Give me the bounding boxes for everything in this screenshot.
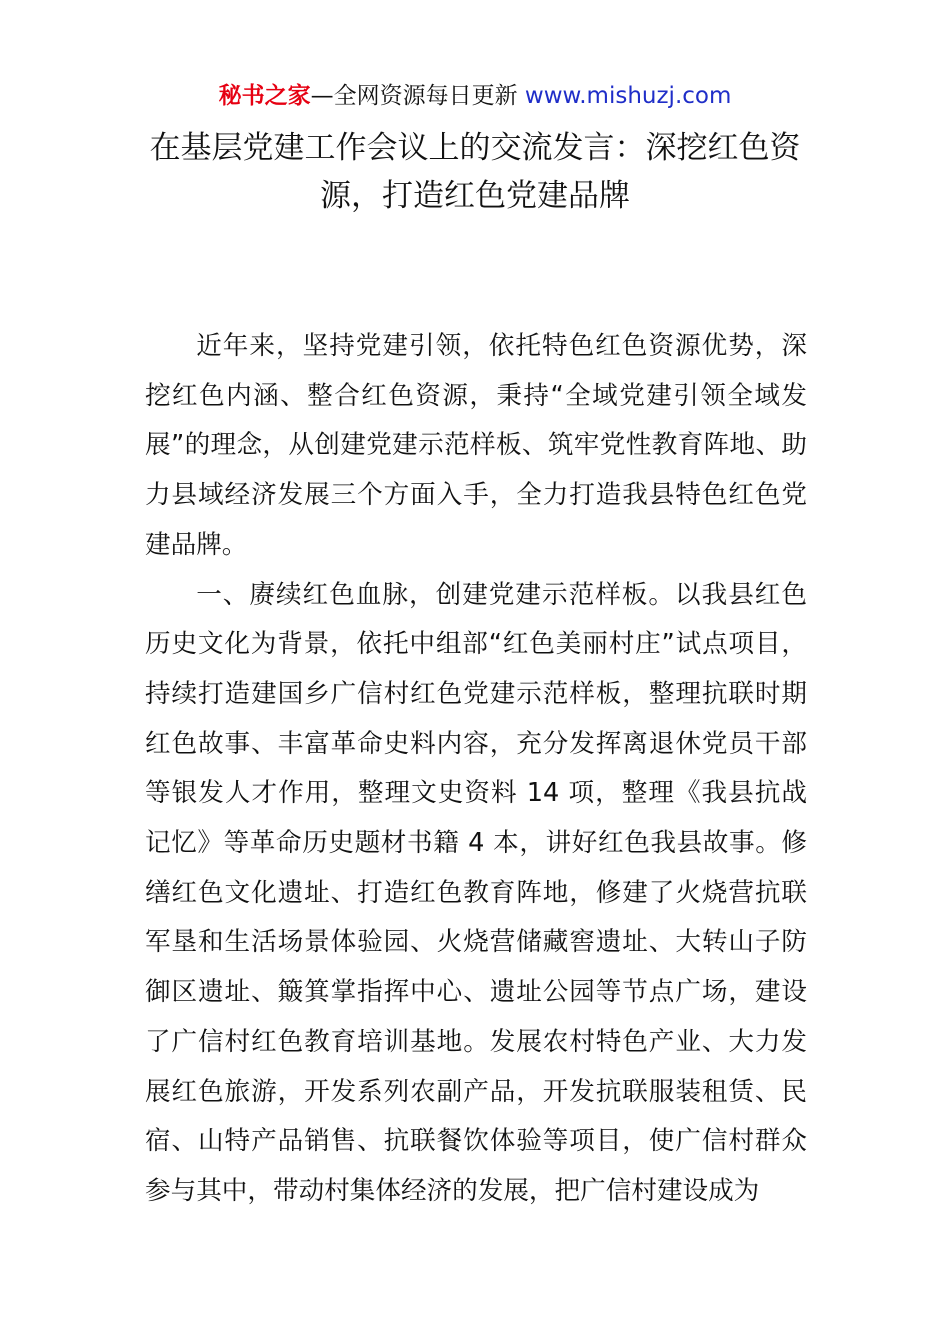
document-body xyxy=(145,322,807,1217)
site-tagline: —全网资源每日更新 xyxy=(310,83,525,109)
site-header xyxy=(0,80,950,112)
body-paragraph-intro: 近年来，坚持党建引领，依托特色红色资源优势，深挖红色内涵、整合红色资源，秉持“全域党建引领全域发展”的理念，从创建党建示范样板、筑牢党性教育阵地、助力县域经济发展三个方面入手，全力打造我县特色红色党建品牌。 xyxy=(145,331,807,560)
document-title: 在基层党建工作会议上的交流发言：深挖红色资源，打造红色党建品牌 xyxy=(149,130,801,214)
site-name: 秘书之家 xyxy=(218,83,311,109)
site-url-link[interactable]: www.mishuzj.com xyxy=(524,83,732,109)
body-paragraph-section-one: 一、赓续红色血脉，创建党建示范样板。以我县红色历史文化为背景，依托中组部“红色美丽村庄”试点项目，持续打造建国乡广信村红色党建示范样板，整理抗联时期红色故事、丰富革命史料内容，充分发挥离退休党员干部等银发人才作用，整理文史资料 14 项，整理《我县抗战记忆》等革命历史题材书籍 4 本，讲好红色我县故事。修缮红色文化遗址、打造红色教育阵地，修建了火烧营抗联军垦和生活场景体验园、火烧营储藏窖遗址、大转山子防御区遗址、簸箕掌指挥中心、遗址公园等节点广场，建设了广信村红色教育培训基地。发展农村特色产业、大力发展红色旅游，开发系列农副产品，开发抗联服装租赁、民宿、山特产品销售、抗联餐饮体验等项目，使广信村群众参与其中，带动村集体经济的发展，把广信村建设成为 xyxy=(145,579,807,1206)
